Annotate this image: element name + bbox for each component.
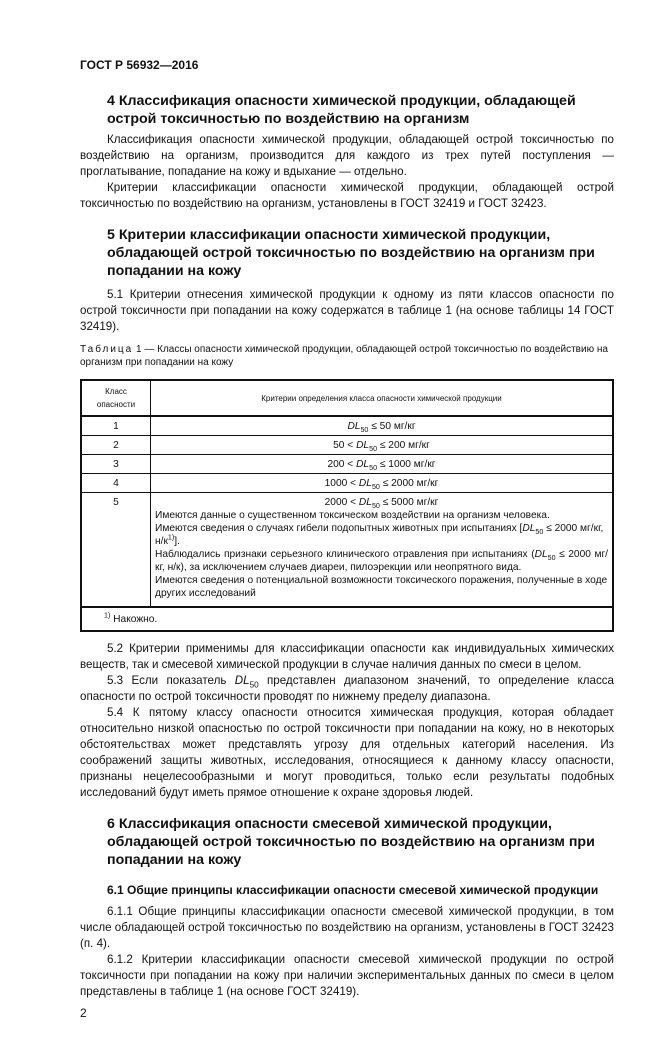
- dl: DL: [522, 523, 536, 534]
- criteria-line: Имеются сведения о потенциальной возможности токсического поражения, полученные в ходе других исследований: [155, 575, 608, 599]
- text: ≤ 2000 мг/кг, н/к), за исключением случаев диареи, пилоэрекции или неопрятного вида.: [155, 549, 609, 573]
- pre: 1000 <: [324, 477, 359, 489]
- table-header-row: [81, 380, 613, 416]
- text: Наблюдались признаки серьезного клинического отравления при испытаниях (: [155, 549, 535, 560]
- dl: DL: [358, 497, 372, 508]
- dl: DL: [356, 458, 370, 470]
- text: ≤ 2000 мг/кг, н/к: [155, 523, 604, 547]
- paragraph: 5.1 Критерии отнесения химической продукции к одному из пяти классов опасности по острой токсичности при попадании на кожу содержатся в таблице 1 (на основе таблицы 14 ГОСТ 32419).: [80, 288, 614, 333]
- text: представлен диапазоном значений, то определение класса опасности по острой токсичности проводят по нижнему пределу диапазона.: [80, 674, 614, 703]
- criteria-line: [155, 522, 608, 548]
- post: ≤ 50 мг/кг: [368, 420, 416, 432]
- criteria-cell: [151, 436, 614, 455]
- dl-sub: 50: [249, 680, 259, 690]
- criteria-line: [155, 496, 608, 509]
- class-cell: 1: [81, 416, 151, 436]
- dl: DL: [347, 420, 361, 432]
- criteria-cell: [151, 416, 614, 436]
- paragraph: [80, 673, 614, 705]
- class-cell: 2: [81, 436, 151, 455]
- dl-sub: 50: [369, 444, 378, 453]
- criteria-line: [155, 548, 608, 574]
- paragraph: 6.1.1 Общие принципы классификации опасности смесевой химической продукции, в том числе обладающей острой токсичностью по воздействию на организм, установлены в ГОСТ 32423 (п. 4).: [80, 905, 614, 950]
- section-4: [80, 92, 614, 212]
- table-row: [81, 474, 613, 493]
- table-caption: [80, 343, 614, 369]
- footnote-ref: 1): [167, 533, 175, 542]
- post: ≤ 1000 мг/кг: [377, 458, 436, 470]
- dl-sub: 50: [371, 482, 380, 491]
- dl: DL: [234, 674, 250, 687]
- table-row: [81, 416, 613, 436]
- paragraph: 5.2 Критерии применимы для классификации опасности как индивидуальных химических веществ, так и смесевой химической продукции в случае наличия данных по смеси в целом.: [80, 642, 614, 671]
- section-4-title: 4 Классификация опасности химической продукции, обладающей острой токсичностью по воздействию на организм: [107, 93, 576, 127]
- section-5: [80, 226, 614, 335]
- criteria-line: Имеются данные о существенном токсическом воздействии на организм человека.: [155, 510, 550, 521]
- dl-sub: 50: [547, 554, 556, 563]
- criteria-cell: [151, 455, 614, 474]
- dl-sub: 50: [535, 528, 544, 537]
- dl-sub: 50: [369, 463, 378, 472]
- table-row: [81, 493, 613, 608]
- pre: 50 <: [333, 439, 357, 451]
- post: ≤ 2000 мг/кг: [379, 477, 439, 489]
- subsection-6-1-title: 6.1 Общие принципы классификации опасности смесевой химической продукции: [107, 883, 599, 897]
- dl: DL: [534, 549, 548, 560]
- hazard-table: [80, 379, 614, 632]
- class-cell: 4: [81, 474, 151, 493]
- section-5-title: 5 Критерии классификации опасности химической продукции, обладающей острой токсичностью по воздействию на организм при попадании на кожу: [107, 227, 595, 279]
- class-cell: 5: [81, 493, 151, 608]
- header-class: Класс опасности: [81, 380, 151, 416]
- page-number: 2: [80, 1006, 87, 1020]
- footnote: [81, 607, 613, 631]
- dl: DL: [358, 477, 372, 489]
- header-criteria: Критерии определения класса опасности химической продукции: [151, 380, 614, 416]
- class-cell: 3: [81, 455, 151, 474]
- text: 5.3 Если показатель: [107, 674, 235, 687]
- text: ].: [174, 536, 180, 547]
- criteria-cell: [151, 474, 614, 493]
- text: Имеются сведения о случаях гибели подопытных животных при испытаниях [: [155, 523, 523, 534]
- section-6: [80, 815, 614, 1000]
- table-footnote-row: [81, 607, 613, 631]
- table-row: [81, 455, 613, 474]
- post: ≤ 5000 мг/кг: [379, 497, 439, 508]
- table-row: [81, 436, 613, 455]
- paragraph: 5.4 К пятому классу опасности относится химическая продукция, которая обладает относительно низкой опасностью по острой токсичности при попадании на кожу, но в некоторых обстоятельствах может представлять угрозу для отдельных категорий населения. Из соображений защиты животных, исследования, относящиеся к данному классу опасности, признаны нецелесообразными и могут проводиться, только если результаты подобных исследований будут иметь прямое отношение к охране здоровья людей.: [80, 706, 614, 799]
- paragraph: 6.1.2 Критерии классификации опасности смесевой химической продукции по острой токсичности при попадании на кожу при наличии экспериментальных данных по смеси в целом представлены в таблице 1 (на основе ГОСТ 32419).: [80, 953, 614, 998]
- post: ≤ 200 мг/кг: [377, 439, 430, 451]
- paragraph: Критерии классификации опасности химической продукции, обладающей острой токсичностью по воздействию на организм, установлены в ГОСТ 32419 и ГОСТ 32423.: [80, 181, 614, 210]
- dl: DL: [356, 439, 370, 451]
- footnote-mark: 1): [104, 611, 111, 620]
- caption-text: 1 — Классы опасности химической продукции, обладающей острой токсичностью по воздействию на организм при попадании на кожу: [80, 344, 608, 368]
- criteria-cell: [151, 493, 614, 608]
- document-header: ГОСТ Р 56932—2016: [80, 58, 199, 72]
- paragraph: Классификация опасности химической продукции, обладающей острой токсичностью по воздействию на организм, производится для каждого из трех путей поступления — проглатывание, попадание на кожу и вдыхание — отдельно.: [80, 133, 614, 178]
- caption-label: Таблица: [80, 344, 134, 355]
- section-6-title: 6 Классификация опасности смесевой химической продукции, обладающей острой токсичностью по воздействию на организм при попадании на кожу: [107, 816, 595, 868]
- footnote-text: Накожно.: [110, 613, 158, 625]
- pre: 200 <: [327, 458, 357, 470]
- section-5-cont: [80, 641, 614, 801]
- pre: 2000 <: [324, 497, 359, 508]
- dl-sub: 50: [360, 425, 369, 434]
- dl-sub: 50: [371, 502, 380, 511]
